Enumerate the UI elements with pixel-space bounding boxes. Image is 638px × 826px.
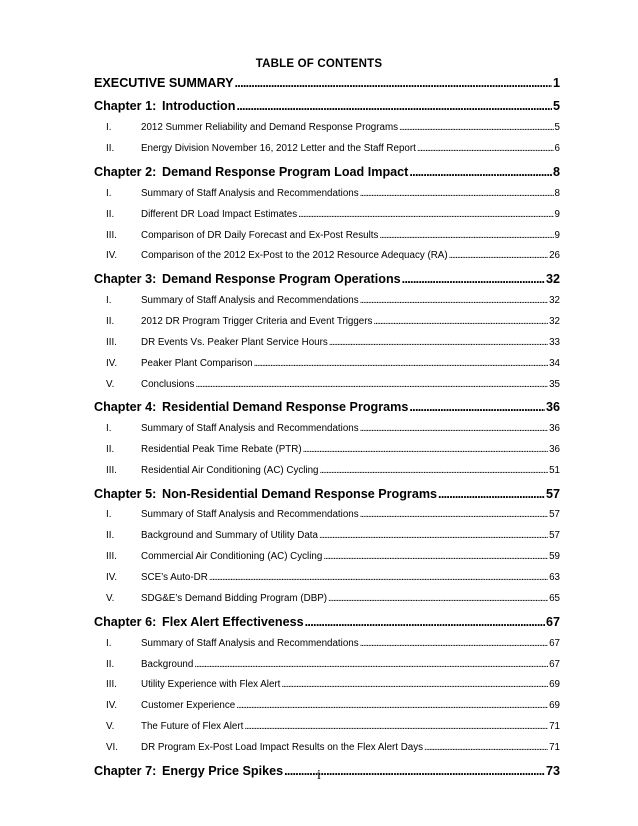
toc-chapter-1[interactable] (94, 94, 560, 118)
dot-leader (323, 551, 548, 562)
dot-leader (305, 615, 545, 629)
dot-leader (194, 659, 548, 670)
toc-section-entry[interactable] (94, 117, 560, 138)
section-number: V. (106, 721, 115, 733)
chapter-number: Chapter 6: (94, 614, 157, 629)
chapter-number: Chapter 5: (94, 486, 157, 501)
section-number: II. (106, 658, 115, 670)
section-title: DR Program Ex-Post Load Impact Results on the Flex Alert Days (141, 742, 424, 754)
section-page: 63 (549, 572, 560, 584)
dot-leader (409, 165, 552, 179)
dot-leader (417, 143, 554, 154)
chapter-title: Flex Alert Effectiveness (162, 614, 304, 629)
toc-section-entry[interactable] (94, 737, 560, 758)
section-page: 51 (549, 464, 560, 476)
dot-leader (236, 99, 552, 113)
section-number: II. (106, 208, 115, 220)
section-title: Customer Experience (141, 700, 236, 712)
page-title: TABLE OF CONTENTS (255, 58, 383, 70)
chapter-title: Residential Demand Response Programs (162, 400, 409, 415)
chapter-title: Demand Response Program Load Impact (162, 164, 409, 179)
section-page: 59 (549, 551, 560, 563)
section-title: Background (141, 658, 194, 670)
section-number: II. (106, 315, 115, 327)
toc-section-entry[interactable] (94, 505, 560, 526)
section-number: I. (106, 637, 112, 649)
section-number: III. (106, 679, 117, 691)
section-number: V. (106, 378, 115, 390)
chapter-title: Non-Residential Demand Response Programs (162, 486, 438, 501)
chapter-title: Demand Response Program Operations (162, 272, 401, 287)
section-title: Comparison of DR Daily Forecast and Ex-Post Results (141, 229, 379, 241)
chapter-page: 73 (545, 763, 560, 778)
section-page: 71 (549, 721, 560, 733)
dot-leader (360, 188, 554, 199)
toc-section-entry[interactable] (94, 290, 560, 311)
chapter-number: Chapter 3: (94, 272, 157, 287)
section-number: IV. (106, 572, 118, 584)
dot-leader (379, 230, 553, 241)
dot-leader (244, 721, 548, 732)
section-page: 33 (549, 336, 560, 348)
section-title: 2012 DR Program Trigger Criteria and Event Triggers (141, 315, 373, 327)
toc-section-entry[interactable] (94, 439, 560, 460)
section-number: I. (106, 294, 112, 306)
section-page: 26 (549, 250, 560, 262)
toc-entry-executive-summary[interactable] (94, 70, 560, 94)
dot-leader (234, 76, 552, 90)
chapter-number: Chapter 4: (94, 400, 157, 415)
toc-section-entry[interactable] (94, 225, 560, 246)
chapter-page: 67 (545, 614, 560, 629)
section-page: 9 (554, 208, 560, 220)
section-page: 57 (549, 509, 560, 521)
section-title: SCE’s Auto-DR (141, 572, 208, 584)
section-title: Summary of Staff Analysis and Recommendations (141, 637, 359, 649)
section-title: Different DR Load Impact Estimates (141, 208, 298, 220)
toc-section-entry[interactable] (94, 311, 560, 332)
table-of-contents (94, 70, 560, 782)
section-number: IV. (106, 250, 118, 262)
section-number: II. (106, 530, 115, 542)
section-page: 71 (549, 742, 560, 754)
dot-leader (328, 593, 548, 604)
section-page: 6 (554, 143, 560, 155)
dot-leader (319, 530, 548, 541)
section-title: Residential Peak Time Rebate (PTR) (141, 444, 302, 456)
dot-leader (449, 250, 548, 261)
section-title: Summary of Staff Analysis and Recommendations (141, 294, 359, 306)
chapter-page: 57 (545, 486, 560, 501)
toc-section-entry[interactable] (94, 353, 560, 374)
toc-chapter-4[interactable] (94, 395, 560, 419)
dot-leader (360, 638, 548, 649)
toc-section-entry[interactable] (94, 567, 560, 588)
toc-section-entry[interactable] (94, 418, 560, 439)
toc-section-entry[interactable] (94, 183, 560, 204)
section-title: 2012 Summer Reliability and Demand Response Programs (141, 122, 399, 134)
section-number: III. (106, 229, 117, 241)
chapter-number: Chapter 2: (94, 164, 157, 179)
toc-section-entry[interactable] (94, 588, 560, 609)
toc-section-entry[interactable] (94, 138, 560, 159)
section-title: Background and Summary of Utility Data (141, 530, 318, 542)
section-page: 8 (554, 187, 560, 199)
section-title: Residential Air Conditioning (AC) Cycling (141, 464, 319, 476)
section-page: 69 (549, 679, 560, 691)
section-number: III. (106, 464, 117, 476)
section-number: II. (106, 143, 115, 155)
section-page: 32 (549, 315, 560, 327)
toc-section-entry[interactable] (94, 695, 560, 716)
section-number: I. (106, 423, 112, 435)
section-title: SDG&E’s Demand Bidding Program (DBP) (141, 593, 328, 605)
toc-section-entry[interactable] (94, 525, 560, 546)
toc-entry-page: 1 (552, 75, 560, 90)
section-number: V. (106, 593, 115, 605)
toc-section-entry[interactable] (94, 204, 560, 225)
toc-entry-title: EXECUTIVE SUMMARY (94, 75, 234, 90)
dot-leader (424, 742, 548, 753)
section-title: Energy Division November 16, 2012 Letter and the Staff Report (141, 143, 416, 155)
toc-section-entry[interactable] (94, 546, 560, 567)
toc-section-entry[interactable] (94, 374, 560, 395)
dot-leader (373, 316, 548, 327)
section-number: I. (106, 122, 112, 134)
toc-chapter-6[interactable] (94, 609, 560, 633)
section-page: 32 (549, 294, 560, 306)
section-title: Commercial Air Conditioning (AC) Cycling (141, 551, 323, 563)
section-page: 67 (549, 637, 560, 649)
toc-section-entry[interactable] (94, 716, 560, 737)
toc-section-entry[interactable] (94, 332, 560, 353)
dot-leader (320, 465, 549, 476)
section-number: VI. (106, 742, 118, 754)
dot-leader (254, 358, 548, 369)
section-number: IV. (106, 357, 118, 369)
section-title: Utility Experience with Flex Alert (141, 679, 281, 691)
dot-leader (360, 509, 548, 520)
dot-leader (329, 337, 548, 348)
dot-leader (236, 700, 548, 711)
section-title: Comparison of the 2012 Ex-Post to the 2012 Resource Adequacy (RA) (141, 250, 448, 262)
section-page: 69 (549, 700, 560, 712)
toc-chapter-5[interactable] (94, 481, 560, 505)
dot-leader (360, 295, 548, 306)
dot-leader (438, 487, 545, 501)
section-title: Peaker Plant Comparison (141, 357, 253, 369)
toc-chapter-3[interactable] (94, 266, 560, 290)
section-title: Conclusions (141, 378, 195, 390)
section-title: Summary of Staff Analysis and Recommendations (141, 187, 359, 199)
section-number: III. (106, 336, 117, 348)
chapter-page: 5 (552, 99, 560, 114)
chapter-page: 36 (545, 400, 560, 415)
section-page: 34 (549, 357, 560, 369)
page-number-footer: i (317, 768, 321, 783)
toc-section-entry[interactable] (94, 460, 560, 481)
chapter-page: 32 (545, 272, 560, 287)
chapter-title: Energy Price Spikes (162, 763, 284, 778)
dot-leader (303, 444, 548, 455)
chapter-number: Chapter 7: (94, 763, 157, 778)
dot-leader (399, 122, 554, 133)
section-title: DR Events Vs. Peaker Plant Service Hours (141, 336, 328, 348)
chapter-title: Introduction (162, 99, 236, 114)
section-page: 36 (549, 444, 560, 456)
section-number: III. (106, 551, 117, 563)
section-page: 9 (554, 229, 560, 241)
section-page: 67 (549, 658, 560, 670)
section-page: 65 (549, 593, 560, 605)
section-page: 57 (549, 530, 560, 542)
dot-leader (402, 272, 545, 286)
toc-section-entry[interactable] (94, 675, 560, 696)
dot-leader (360, 423, 548, 434)
section-page: 35 (549, 378, 560, 390)
chapter-page: 8 (552, 164, 560, 179)
toc-section-entry[interactable] (94, 246, 560, 267)
toc-section-entry[interactable] (94, 633, 560, 654)
dot-leader (209, 572, 548, 583)
section-number: IV. (106, 700, 118, 712)
dot-leader (281, 679, 548, 690)
dot-leader (195, 379, 548, 390)
section-title: Summary of Staff Analysis and Recommendations (141, 423, 359, 435)
section-number: I. (106, 187, 112, 199)
section-page: 5 (554, 122, 560, 134)
section-page: 36 (549, 423, 560, 435)
section-title: The Future of Flex Alert (141, 721, 244, 733)
section-title: Summary of Staff Analysis and Recommendations (141, 509, 359, 521)
section-number: II. (106, 444, 115, 456)
toc-section-entry[interactable] (94, 654, 560, 675)
chapter-number: Chapter 1: (94, 99, 157, 114)
section-number: I. (106, 509, 112, 521)
toc-chapter-2[interactable] (94, 159, 560, 183)
dot-leader (298, 209, 553, 220)
dot-leader (409, 400, 545, 414)
